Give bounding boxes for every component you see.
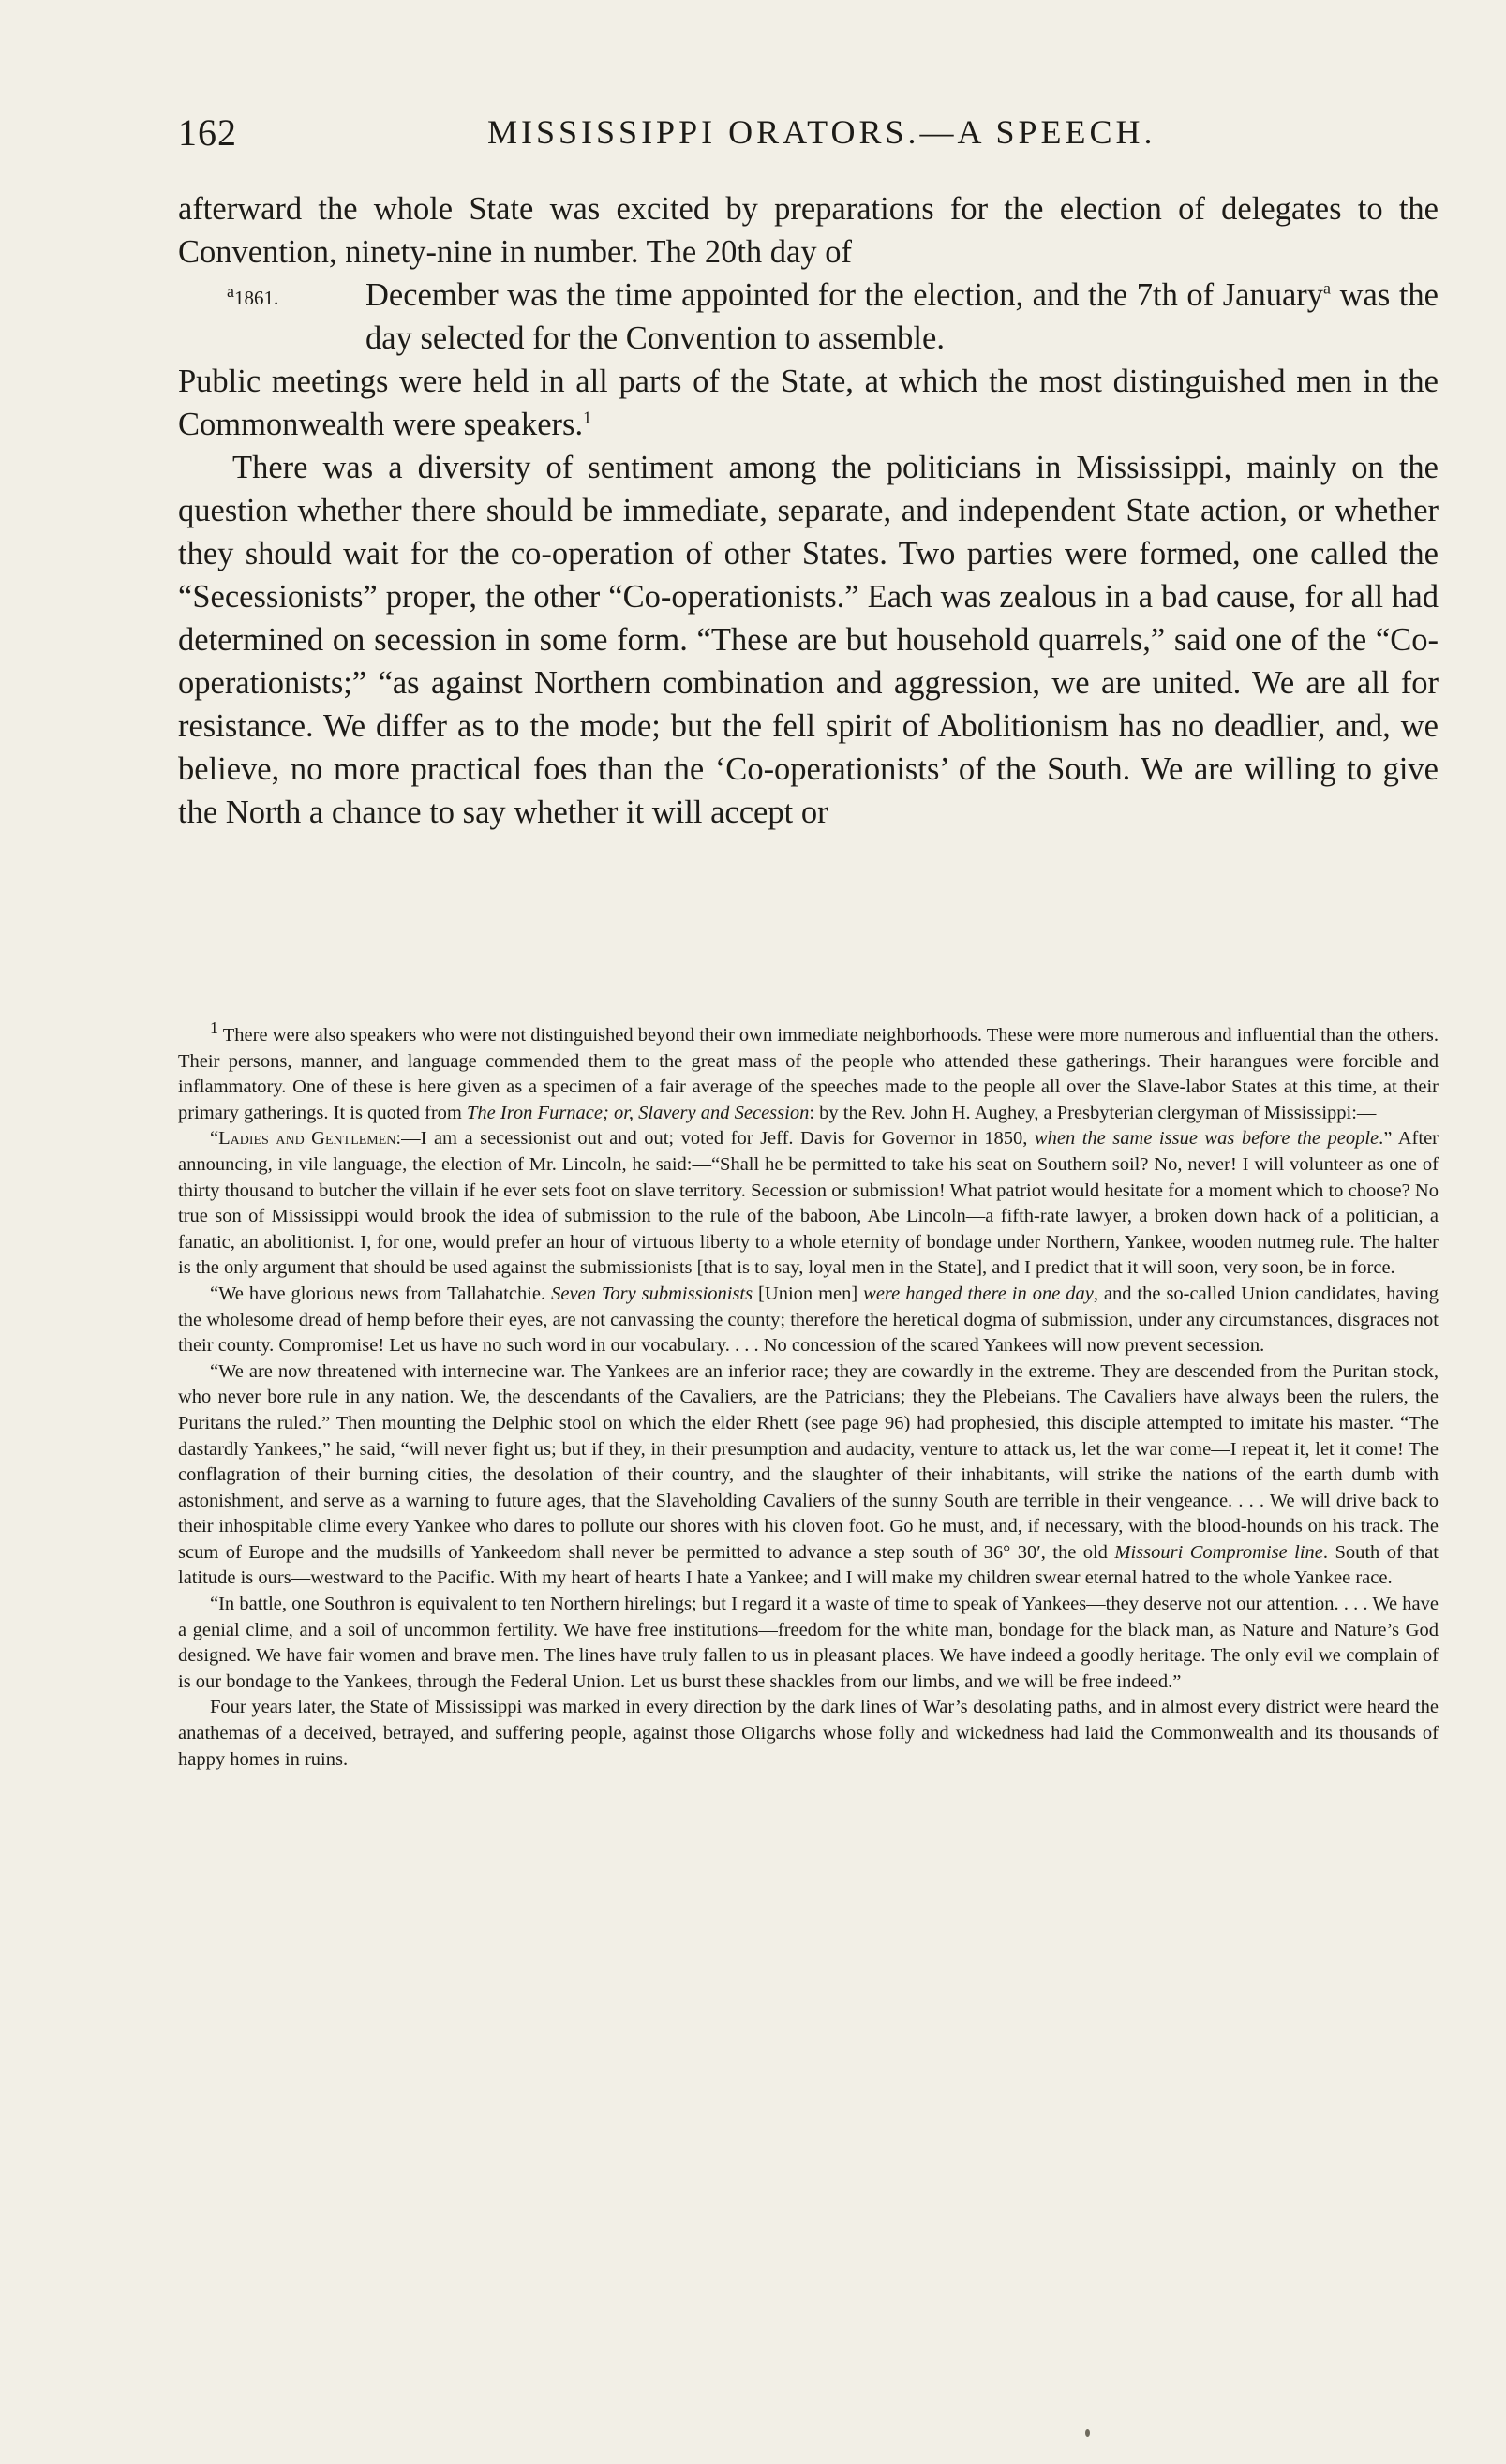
paragraph-1 (178, 187, 1439, 274)
footnote-speech-3-b: . South of that latitude is ours—westward to the Pacific. With my heart of hearts I hate a Yankee; and I will make my children swear eternal hatred to the whole Yankee race. (178, 1541, 1439, 1589)
footnote-1-mark: 1 (210, 1018, 218, 1038)
footnote-speech-1 (178, 1126, 1439, 1282)
footnote-1-source: : by the Rev. John H. Aughey, a Presbyterian clergyman of Mississippi:— (809, 1102, 1377, 1123)
sidenote-reference-mark: a (1323, 278, 1332, 298)
paragraph-1-dates-end: was the day selected for the Convention to assemble. (365, 277, 1439, 356)
footnote-speech-2-italic-2: were hanged there in one day (863, 1283, 1094, 1304)
ink-speck (1085, 2429, 1090, 2437)
footnote-speech-2-c: , and the so-called Union candidates, having the wholesome dread of hemp before their eyes, are not canvassing the county; therefore the heretical dogma of submission, under any circumstances, disgraces not their county. Compromise! Let us have no such word in our vocabulary. . . . No concession of the scared Yankees will now prevent secession. (178, 1283, 1439, 1357)
footnote-speech-2-italic-1: Seven Tory submissionists (551, 1283, 753, 1304)
footnote-1 (178, 1018, 1439, 1126)
margin-note-year: 1861. (234, 287, 279, 309)
margin-note (227, 282, 279, 309)
paragraph-2: There was a diversity of sentiment among the politicians in Mississippi, mainly on the question whether there should be immediate, separate, and independent State action, or whether they should wait for the co-operation of other States. Two parties were formed, one called the “Secessionists” proper, the other “Co-operationists.” Each was zealous in a bad cause, for all had determined on secession in some form. “These are but household quarrels,” said one of the “Co-operationists;” “as against Northern combination and aggression, we are united. We are all for resistance. We differ as to the mode; but the fell spirit of Abolitionism has no deadlier, and, we believe, no more practical foes than the ‘Co-operationists’ of the South. We are willing to give the North a chance to say whether it will accept or (178, 450, 1439, 830)
margin-note-mark: a (227, 282, 234, 301)
paragraph-1-dates (365, 274, 1439, 360)
paragraph-1-tail-text: Public meetings were held in all parts of the State, at which the most distinguished men in the Commonwealth were speakers. (178, 364, 1439, 442)
paragraph-1-opening: afterward the whole State was excited by preparations for the election of delegates to the Convention, ninety-nine in number. The 20th day of (178, 191, 1439, 270)
running-title: MISSISSIPPI ORATORS.—A SPEECH. (487, 113, 1156, 151)
footnote-speech-3-italic: Missouri Compromise line (1114, 1541, 1323, 1563)
page-header (178, 111, 1439, 157)
main-text (178, 187, 1439, 834)
footnote-speech-1-italic: when the same issue was before the people (1034, 1128, 1379, 1150)
footnote-block (178, 1018, 1439, 1773)
date-sidenote-block (178, 274, 1439, 360)
footnote-speech-1-a: :—I am a secessionist out and out; voted for Jeff. Davis for Governor in 1850, (395, 1128, 1035, 1150)
footnote-1-text: There were also speakers who were not distinguished beyond their own immediate neighborhoods. These were more numerous and influential than the others. Their persons, manner, and language commended them to the great mass of the people who attended these gatherings. Their harangues were forcible and inflammatory. One of these is here given as a specimen of a fair average of the speeches made to the people all over the Slave-labor States at this time, at their primary gatherings. It is quoted from (178, 1025, 1439, 1123)
footnote-speech-salutation: “Ladies and Gentlemen (210, 1128, 396, 1150)
paragraph-1-tail (178, 360, 1439, 446)
footnote-speech-1-b: .” After announcing, in vile language, the election of Mr. Lincoln, he said:—“Shall he be permitted to take his seat on Southern soil? No, never! I will volunteer as one of thirty thousand to butcher the villain if he ever sets foot on slave territory. Secession or submission! What patriot would hesitate for a moment which to choose? No true son of Mississippi would brook the idea of submission to the rule of the baboon, Abe Lincoln—a fifth-rate lawyer, a broken down hack of a politician, a fanatic, an abolitionist. I, for one, would prefer an hour of virtuous liberty to a whole eternity of bondage under Northern, Yankee, wooden nutmeg rule. The halter is the only argument that should be used against the submissionists [that is to say, loyal men in the State], and I predict that it will soon, very soon, be in force. (178, 1128, 1439, 1279)
footnote-epilogue: Four years later, the State of Mississippi was marked in every direction by the dark lines of War’s desolating paths, and in almost every district were heard the anathemas of a deceived, betrayed, and suffering people, against those Oligarchs whose folly and wickedness had laid the Commonwealth and its thousands of happy homes in ruins. (178, 1697, 1439, 1770)
footnote-speech-3-a: “We are now threatened with internecine war. The Yankees are an inferior race; they are cowardly in the extreme. They are descended from the Puritan stock, who never bore rule in any nation. We, the descendants of the Cavaliers, are the Patricians; they the Plebeians. The Cavaliers have always been the rulers, the Puritans the ruled.” Then mounting the Delphic stool on which the elder Rhett (see page 96) had prophesied, this disciple attempted to imitate his master. “The dastardly Yankees,” he said, “will never fight us; but if they, in their presumption and audacity, venture to attack us, let the war come—I repeat it, let it come! The conflagration of their burning cities, the desolation of their country, and the slaughter of their inhabitants, will strike the nations of the earth dumb with astonishment, and serve as a warning to future ages, that the Slaveholding Cavaliers of the sunny South are terrible in their vengeance. . . . We will drive back to their inhospitable clime every Yankee who dares to pollute our shores with his cloven foot. Go he must, and, if necessary, with the blood-hounds on his track. The scum of Europe and the mudsills of Yankeedom shall never be permitted to advance a step south of 36° 30′, the old (178, 1360, 1439, 1563)
footnote-1-book-title: The Iron Furnace; or, Slavery and Secession (467, 1102, 810, 1123)
page-number: 162 (178, 111, 237, 154)
footnote-reference-1: 1 (583, 408, 592, 427)
footnote-speech-4: “In battle, one Southron is equivalent to ten Northern hirelings; but I regard it a waste of time to speak of Yankees—they deserve not our attention. . . . We have a genial clime, and a soil of uncommon fertility. We have free institutions—freedom for the white man, bondage for the black man, as Nature and Nature’s God designed. We have fair women and brave men. The lines have truly fallen to us in pleasant places. We have indeed a goodly heritage. The only evil we complain of is our bondage to the Yankees, through the Federal Union. Let us burst these shackles from our limbs, and we will be free indeed.” (178, 1594, 1439, 1692)
footnote-speech-2 (178, 1282, 1439, 1359)
footnote-speech-2-a: “We have glorious news from Tallahatchie. (210, 1283, 552, 1304)
footnote-speech-3 (178, 1359, 1439, 1592)
footnote-speech-2-b: [Union men] (753, 1283, 864, 1304)
paragraph-1-dates-text: December was the time appointed for the election, and the 7th of January (365, 277, 1324, 313)
